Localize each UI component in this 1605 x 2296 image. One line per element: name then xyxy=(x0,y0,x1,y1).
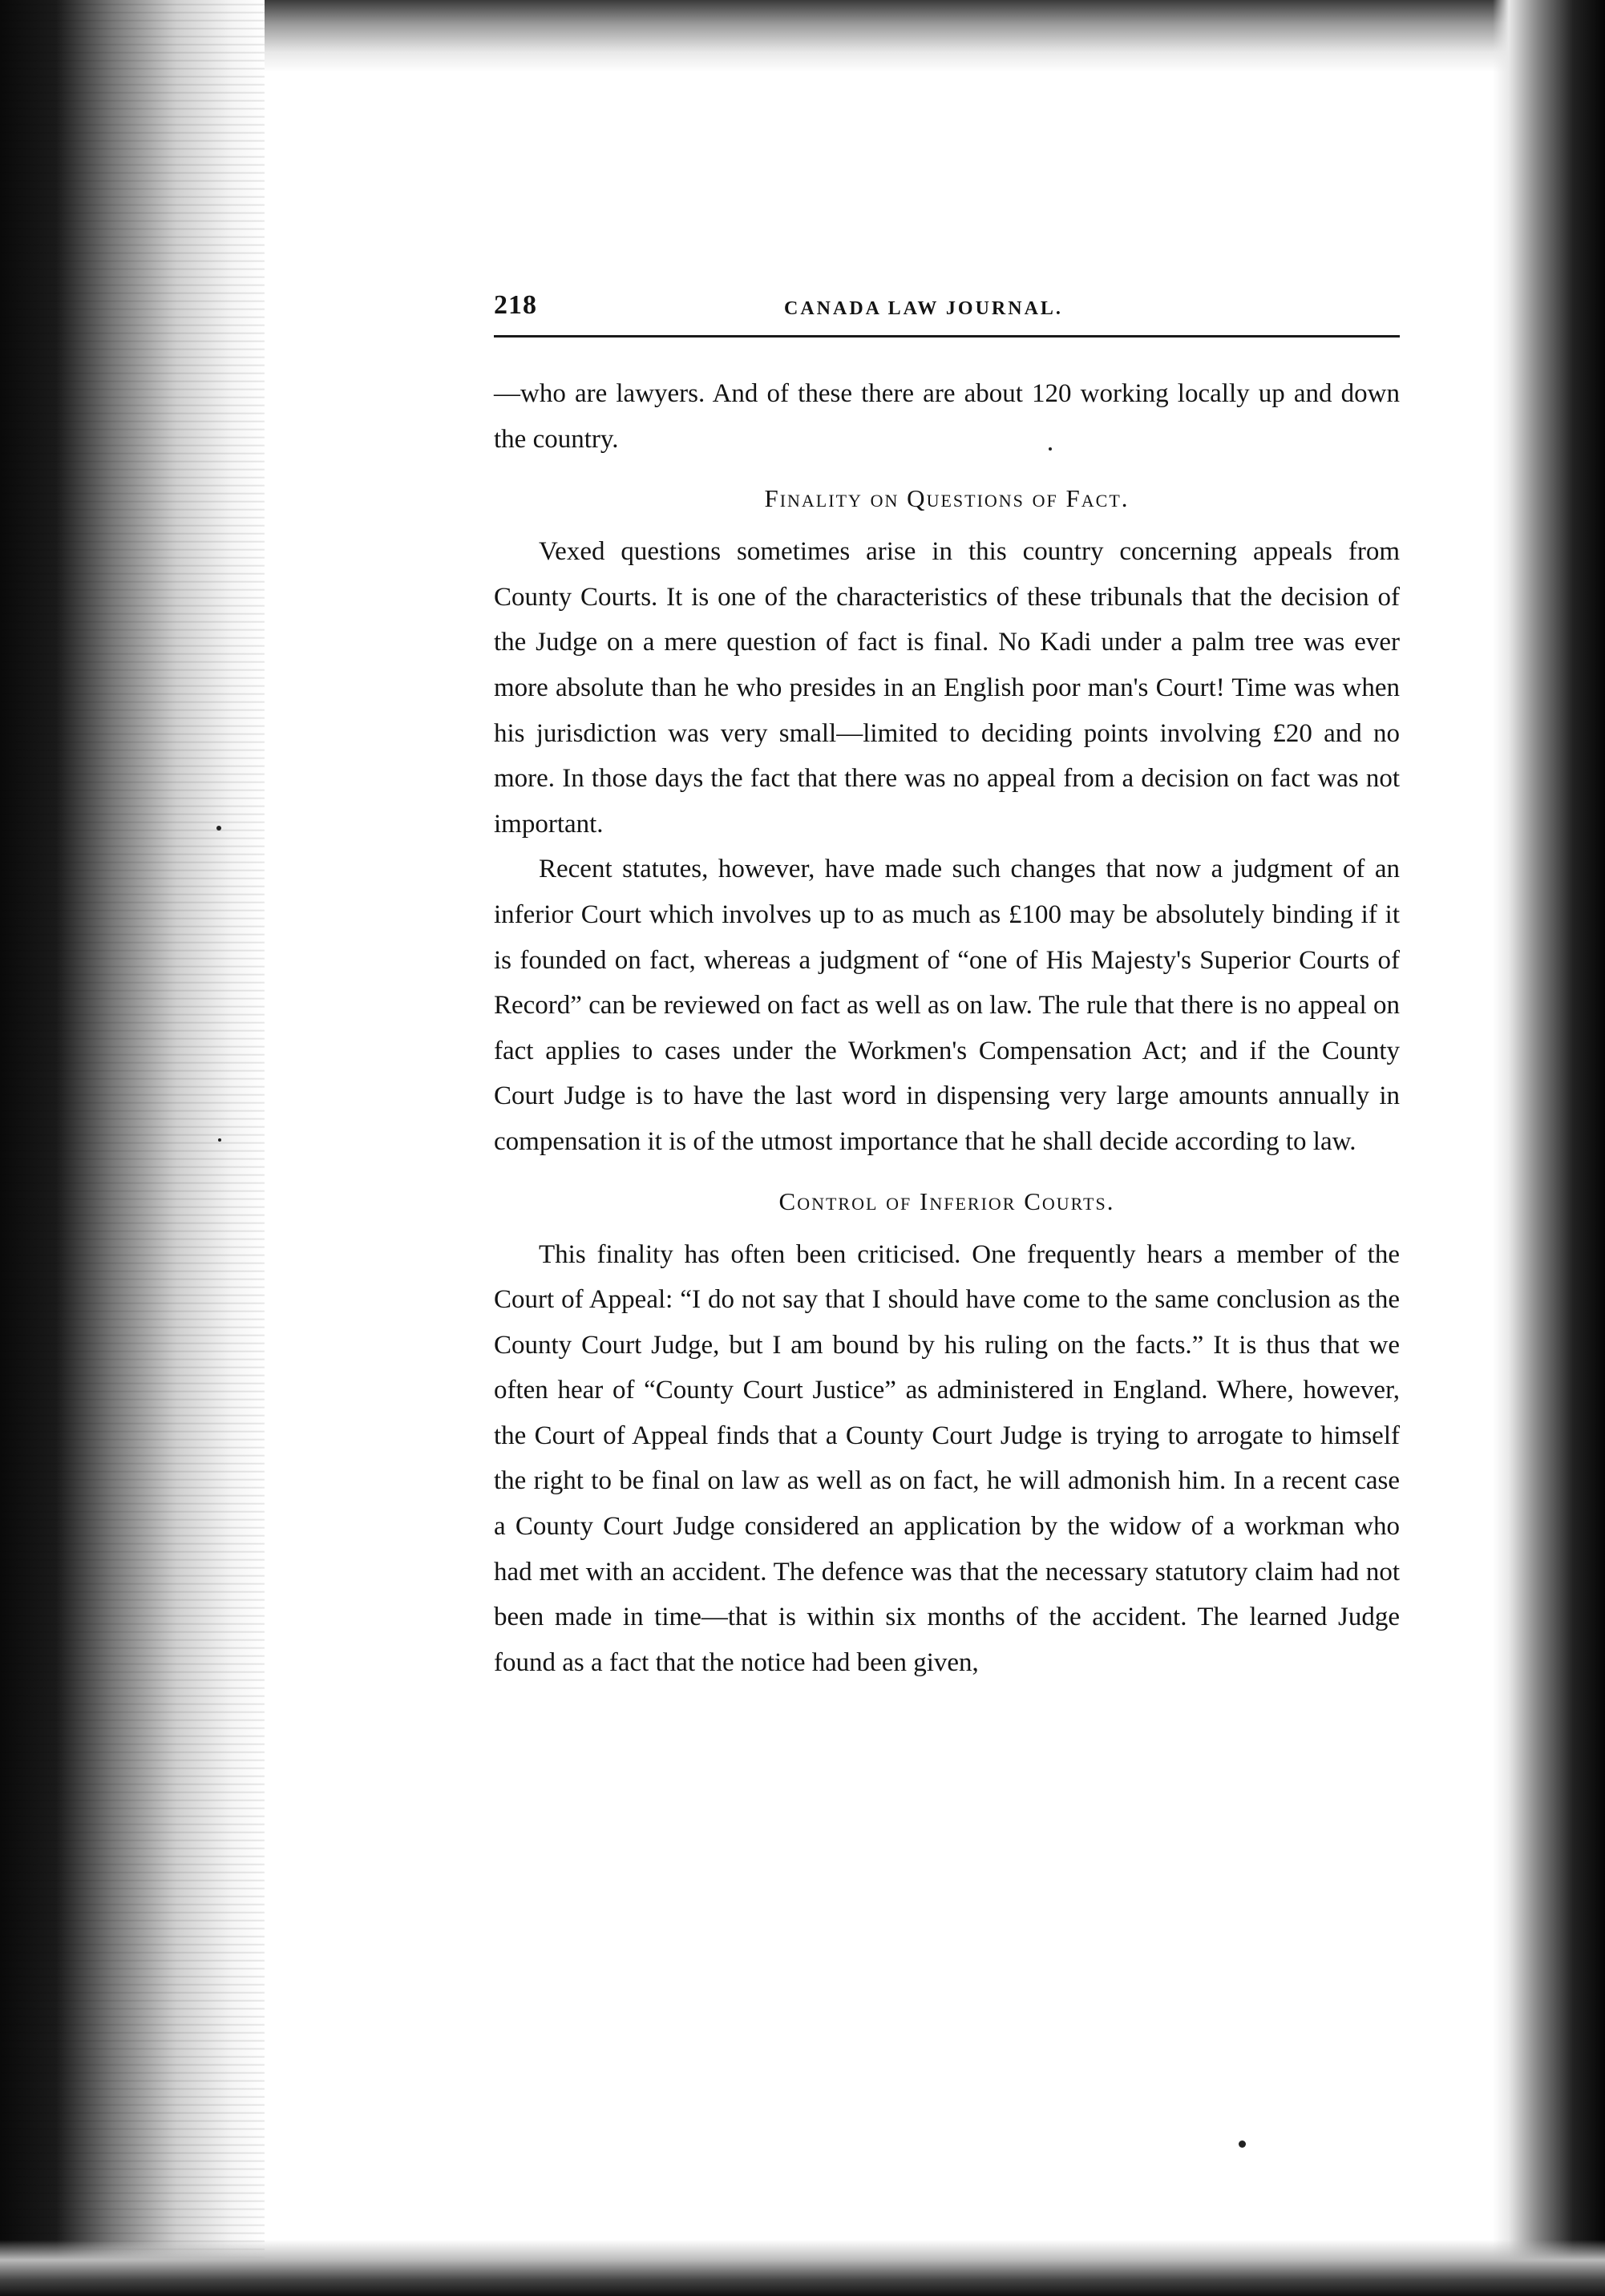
scan-speck xyxy=(218,1138,221,1142)
page-number: 218 xyxy=(494,290,537,320)
section-heading-finality: Finality on Questions of Fact. xyxy=(764,484,1130,513)
opening-paragraph: —who are lawyers. And of these there are about 120 working locally up and down the country. xyxy=(494,379,1400,454)
section-heading-control: Control of Inferior Courts. xyxy=(778,1186,1115,1215)
paragraph: Recent statutes, however, have made such changes that now a judgment of an inferior Court which involves up to as much as £100 may be absolutely binding if it is founded on fact, whereas a judgment of “one of His Majesty's Superior Courts of Record” can be reviewed on fact as well as on law. The rule that there is no appeal on fact applies to cases under the Workmen's Compensation Act; and if the County Court Judge is to have the last word in dispensing very large amounts annually in compensation it is of the utmost importance that he shall decide according to law. xyxy=(494,855,1400,1156)
paragraph: Vexed questions sometimes arise in this country concerning appeals from County Courts. It is one of the characteristics of these tribunals that the decision of the Judge on a mere question of fact is final. No Kadi under a palm tree was ever more absolute than he who presides in an English poor man's Court! Time was when his jurisdiction was very small—limited to deciding points involving £20 and no more. In those days the fact that there was no appeal from a decision on fact was not important. xyxy=(494,537,1400,839)
running-head xyxy=(494,290,1400,338)
paragraph: This finality has often been criticised. One frequently hears a member of the Court of Appeal: “I do not say that I should have come to the same conclusion as the County Court Judge, but I am bound by his ruling on the facts.” It is thus that we often hear of “County Court Justice” as administered in England. Where, however, the Court of Appeal finds that a County Court Judge is trying to arrogate to himself the right to be final on law as well as on fact, he will admonish him. In a recent case a County Court Judge considered an application by the widow of a workman who had met with an accident. The defence was that the necessary statutory claim had not been made in time—that is within six months of the accident. The learned Judge found as a fact that the notice had been given, xyxy=(494,1239,1400,1677)
scan-left-edge xyxy=(0,0,265,2296)
page xyxy=(494,290,1400,1685)
scan-bottom-edge xyxy=(0,2240,1605,2296)
scan-speck xyxy=(1239,2140,1246,2148)
body-text xyxy=(494,371,1400,1685)
journal-title: CANADA LAW JOURNAL. xyxy=(784,298,1063,319)
scan-speck xyxy=(216,826,221,831)
scan-right-edge xyxy=(1493,0,1605,2296)
